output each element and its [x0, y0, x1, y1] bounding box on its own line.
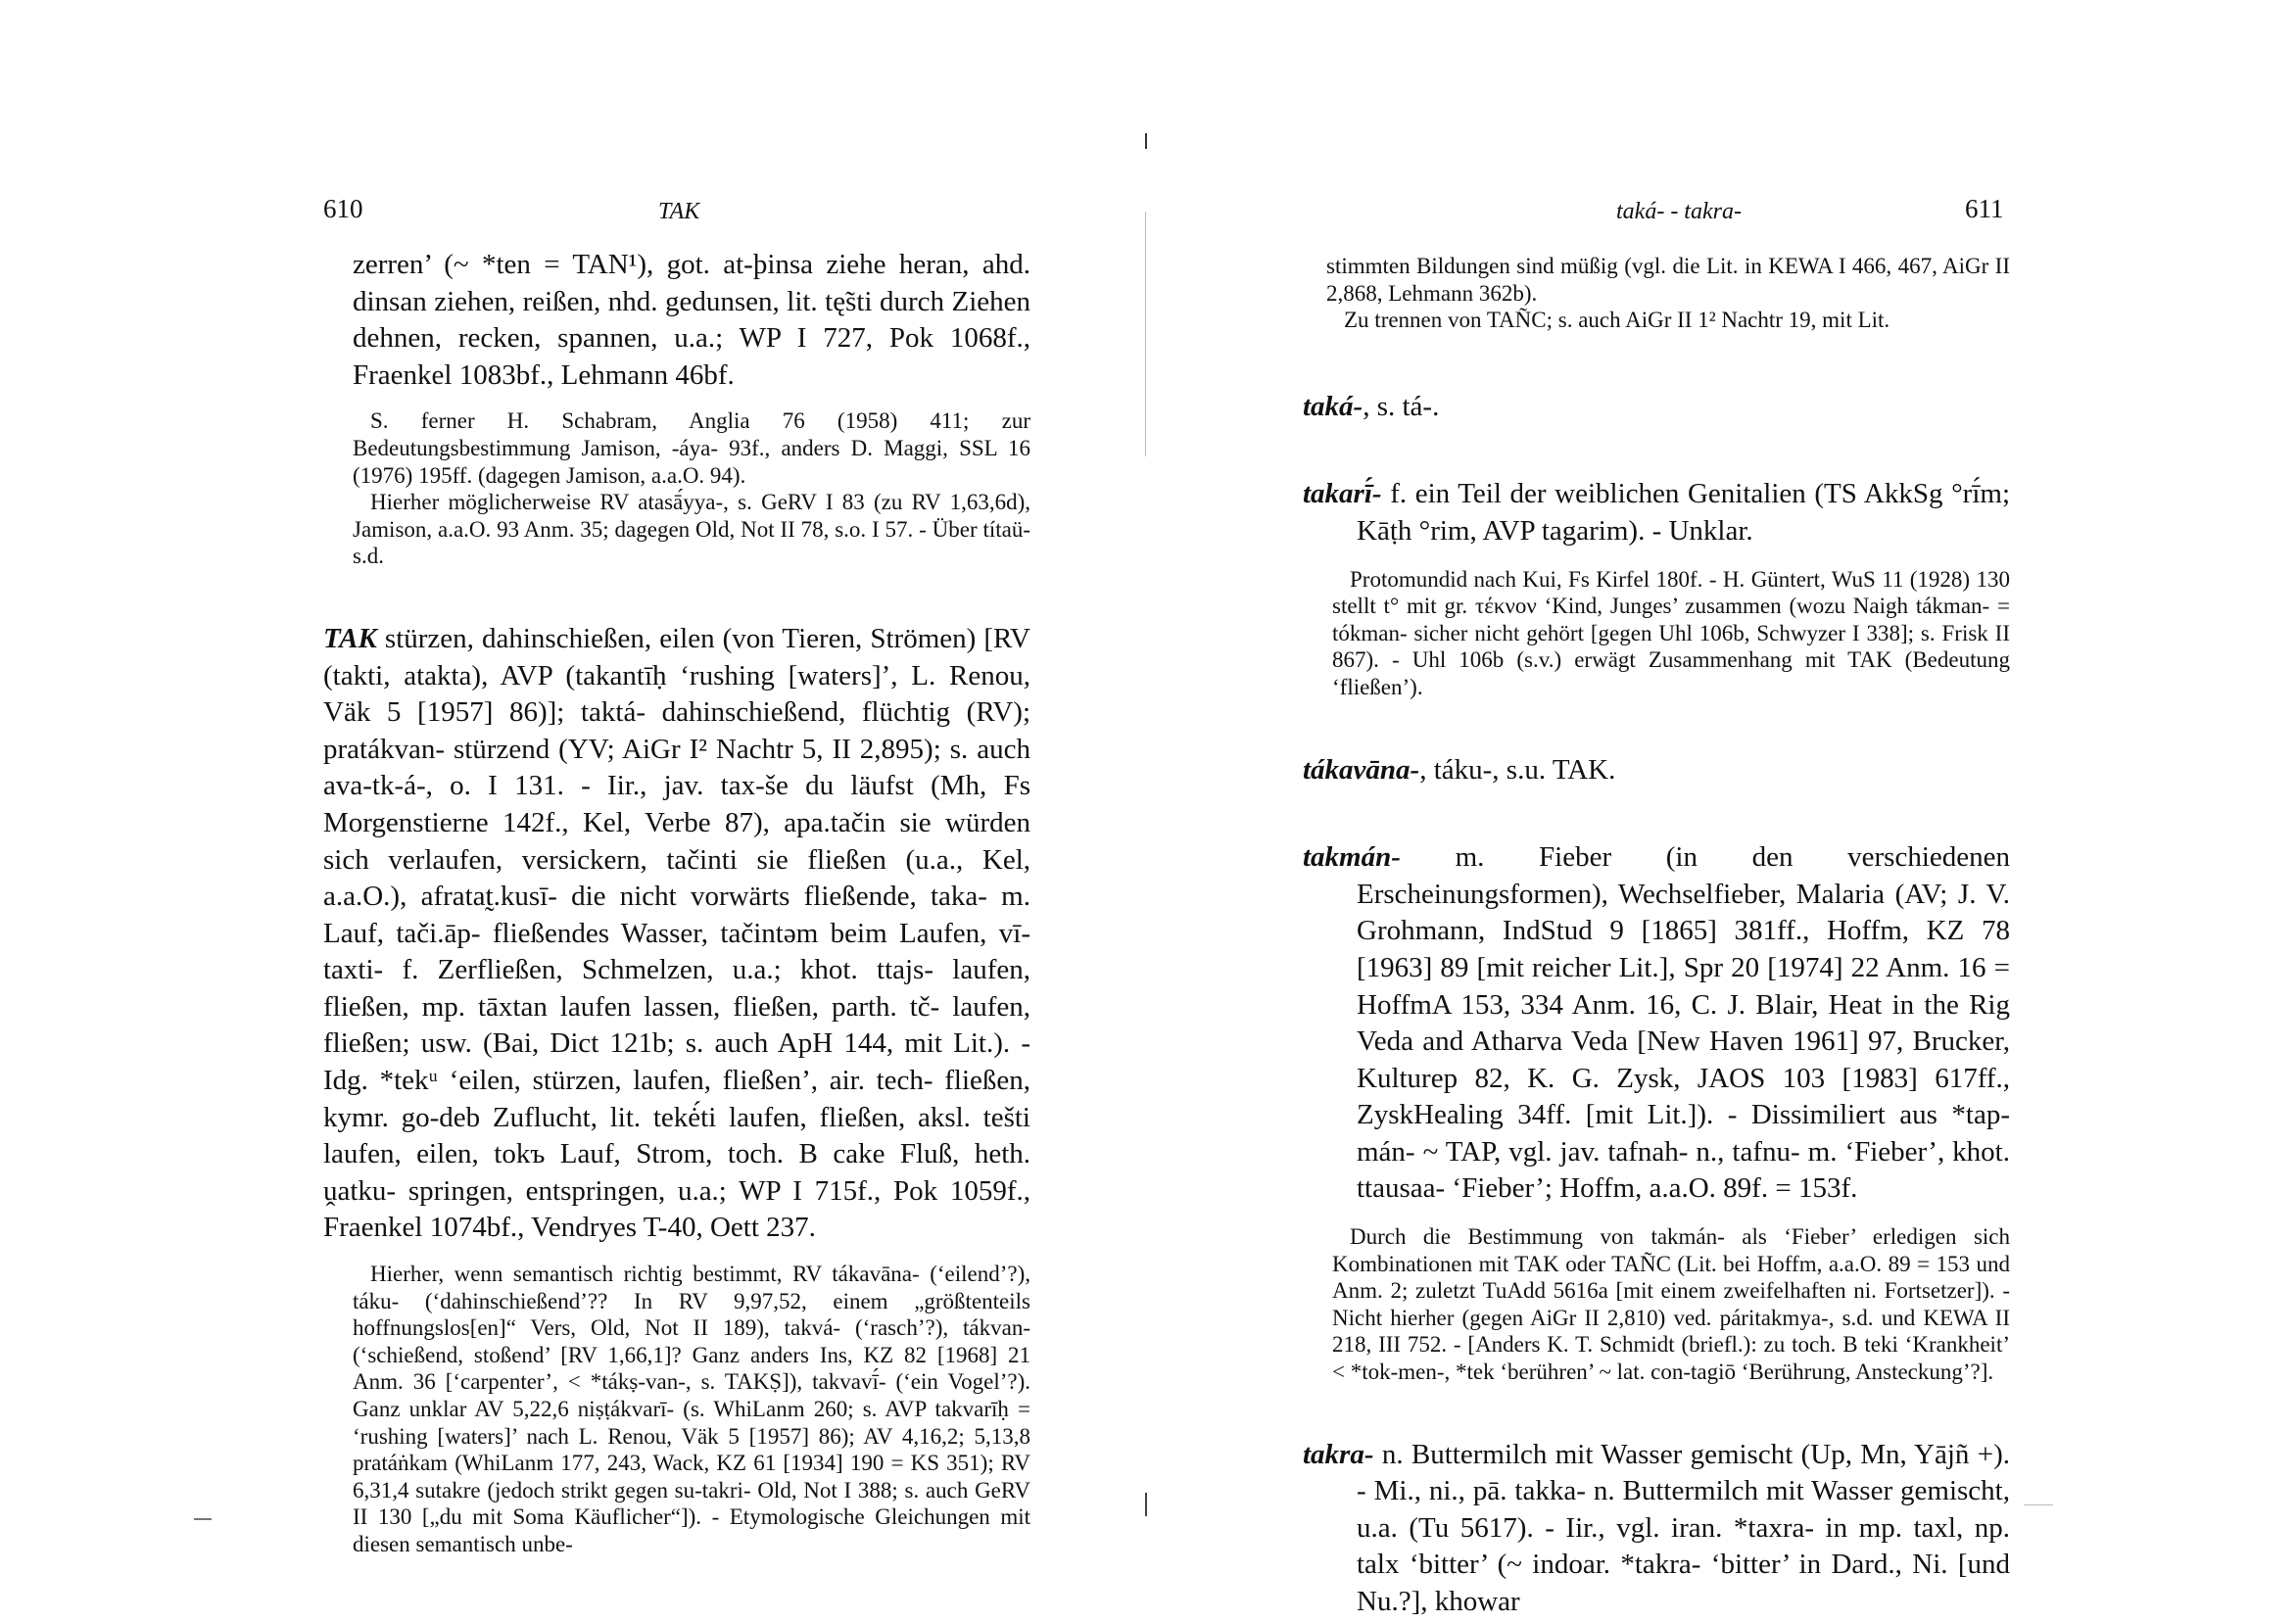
- lemma: takra-: [1303, 1438, 1374, 1470]
- entry-tak: [323, 621, 1030, 1247]
- entry-continuation: zerren’ (~ *ten = TAN¹), got. at-þinsa ziehe heran, ahd. dinsan ziehen, reißen, nhd. gedunsen, lit. tę̃sti durch Ziehen dehnen, recken, spannen, u.a.; WP I 727, Pok 1068f., Fraenkel 1083bf., Lehmann 46bf.: [353, 249, 1030, 391]
- right-column: [1303, 253, 2010, 1621]
- entry-takman: [1303, 839, 2010, 1208]
- entry-text: stürzen, dahinschießen, eilen (von Tieren, Strömen) [RV (takti, atakta), AVP (takantīḥ ‘rushing [waters]’, L. Renou, Väk 5 [1957] 86)]; taktá- dahinschießend, flüchtig (RV); pratákvan- stürzend (YV; AiGr I² Nachtr 5, II 2,895); s. auch ava-tk-á-, o. I 131. - Iir., jav. tax-še du läufst (Mh, Fs Morgenstierne 142f., Kel, Verbe 87), apa.tačin sie würden sich verlaufen, versickern, tačinti sie fließen (u.a., Kel, a.a.O.), afratat̰.kusī- die nicht vorwärts fließende, taka- m. Lauf, tači.āp- fließendes Wasser, tačintəm beim Laufen, vī-taxti- f. Zerfließen, Schmelzen, u.a.; khot. ttajs- laufen, fließen, mp. tāxtan laufen lassen, fließen, parth. tč- laufen, fließen; usw. (Bai, Dict 121b; s. auch ApH 144, mit Lit.). - Idg. *tekᵘ ‘eilen, stürzen, laufen, fließen’, air. tech- fließen, kymr. go-deb Zuflucht, lit. tekė́ti laufen, fließen, aksl. tešti laufen, eilen, tokъ Lauf, Strom, toch. B cake Fluß, heth. ṷatku- springen, entspringen, u.a.; WP I 715f., Pok 1059f., Fraenkel 1074bf., Vendryes T-40, Oett 237.: [323, 622, 1031, 1244]
- entry-taka: [1303, 389, 2010, 426]
- running-head: taká- - takra-: [1616, 199, 1742, 224]
- note-paragraph: Hierher, wenn semantisch richtig bestimmt, RV tákavāna- (‘eilend’?), táku- (‘dahinschießend’?? In RV 9,97,52, einem „größtenteils hoffnungslos[en]“ Vers, Old, Not II 189), takvá- (‘rasch’?), tákvan- (‘schießend, stoßend’ [RV 1,66,1]? Ganz anders Ins, KZ 82 [1968] 21 Anm. 36 [‘carpenter’, < *tákṣ-van-, s. TAKṢ]), takvavī́- (‘ein Vogel’?). Ganz unklar AV 5,22,6 niṣṭákvarī- (s. WhiLanm 260; s. AVP takvarīḥ = ‘rushing [waters]’ nach L. Renou, Väk 5 [1957] 86); AV 4,16,2; 5,13,8 pratáṅkam (WhiLanm 177, 243, Wack, KZ 61 [1934] 190 = KS 351); RV 6,31,4 sutakre (jedoch strikt gegen su-takri- Old, Not I 388; s. auch GeRV II 130 [„du mit Soma Käuflicher“]). - Etymologische Gleichungen mit diesen semantisch unbe-: [353, 1262, 1030, 1556]
- note-paragraph: stimmten Bildungen sind müßig (vgl. die Lit. in KEWA I 466, 467, AiGr II 2,868, Lehmann 362b).: [1326, 254, 2010, 306]
- note-paragraph: S. ferner H. Schabram, Anglia 76 (1958) 411; zur Bedeutungsbestimmung Jamison, -áya- 93f., anders D. Maggi, SSL 16 (1976) 195ff. (dagegen Jamison, a.a.O. 94).: [353, 408, 1030, 488]
- right-page: [1148, 0, 2296, 1622]
- gutter-mark: [1145, 133, 1147, 149]
- left-column: [323, 247, 1030, 1558]
- note-paragraph: Hierher möglicherweise RV atasā́yya-, s. GeRV I 83 (zu RV 1,63,6d), Jamison, a.a.O. 93 Anm. 35; dagegen Old, Not II 78, s.o. I 57. - Über títaü- s.d.: [353, 490, 1030, 569]
- entry-takavana: [1303, 752, 2010, 789]
- entry-text: m. Fieber (in den verschiedenen Erscheinungsformen), Wechselfieber, Malaria (AV; J. V. Grohmann, IndStud 9 [1865] 381ff., Hoffm, KZ 78 [1963] 89 [mit reicher Lit.], Spr 20 [1974] 22 Anm. 16 = HoffmA 153, 334 Anm. 16, C. J. Blair, Heat in the Rig Veda and Atharva Veda [New Haven 1961] 97, Brucker, Kulturep 82, K. G. Zysk, JAOS 103 [1983] 617ff., ZyskHealing 34ff. [mit Lit.]). - Dissimiliert aus *tap-mán- ~ TAP, vgl. jav. tafnah- n., tafnu- m. ‘Fieber’, khot. ttausaa- ‘Fieber’; Hoffm, a.a.O. 89f. = 153f.: [1357, 841, 2010, 1205]
- note-paragraph: Protomundid nach Kui, Fs Kirfel 180f. - H. Güntert, WuS 11 (1928) 130 stellt t° mit gr. τέκνον ‘Kind, Junges’ zusammen (wozu Naigh tákman- = tókman- sicher nicht gehört [gegen Uhl 106b, Schwyzer I 338]; s. Frisk II 867). - Uhl 106b (s.v.) erwägt Zusammenhang mit TAK (Bedeutung ‘fließen’).: [1332, 566, 2010, 699]
- note-paragraph: Zu trennen von TAÑC; s. auch AiGr II 1² Nachtr 19, mit Lit.: [1344, 308, 1890, 333]
- entry-text: n. Buttermilch mit Wasser gemischt (Up, Mn, Yājñ +). - Mi., ni., pā. takka- n. Buttermilch mit Wasser gemischt, u.a. (Tu 5617). - Iir., vgl. iran. *taxra- in mp. taxl, np. talx ‘bitter’ (~ indoar. *takra- ‘bitter’ in Dard., Ni. [und Nu.?], khowar: [1357, 1438, 2011, 1617]
- gutter-mark: [1145, 1493, 1147, 1516]
- lemma: takarī́-: [1303, 478, 1382, 510]
- entry-text: f. ein Teil der weiblichen Genitalien (TS AkkSg °rī́m; Kāṭh °rim, AVP tagarim). - Unklar.: [1357, 478, 2011, 547]
- page-number: 610: [323, 194, 363, 223]
- scan-speck: [194, 1518, 212, 1520]
- entry-text: , s. tá-.: [1363, 390, 1440, 422]
- gutter-line: [1145, 212, 1146, 456]
- lemma: tákavāna-: [1303, 753, 1420, 786]
- entry-takari: [1303, 476, 2010, 549]
- running-head: TAK: [658, 199, 700, 224]
- entry-takra: [1303, 1437, 2010, 1621]
- lemma: takmán-: [1303, 841, 1401, 874]
- note-paragraph: Durch die Bestimmung von takmán- als ‘Fieber’ erledigen sich Kombinationen mit TAK oder TAÑC (Lit. bei Hoffm, a.a.O. 89 = 153 und Anm. 2; zuletzt TuAdd 5616a [mit einem zweifelhaften ni. Fortsetzer]). - Nicht hierher (gegen AiGr II 2,810) ved. páritakmya-, s.d. und KEWA II 218, III 752. - [Anders K. T. Schmidt (briefl.): zu toch. B teki ‘Krankheit’ < *tok-men-, *tek ‘berühren’ ~ lat. con-tagiō ‘Berührung, Ansteckung’?].: [1332, 1224, 2010, 1385]
- lemma: taká-: [1303, 390, 1363, 422]
- page-number: 611: [1965, 194, 2004, 223]
- entry-text: , táku-, s.u. TAK.: [1419, 753, 1616, 786]
- lemma: TAK: [323, 622, 377, 654]
